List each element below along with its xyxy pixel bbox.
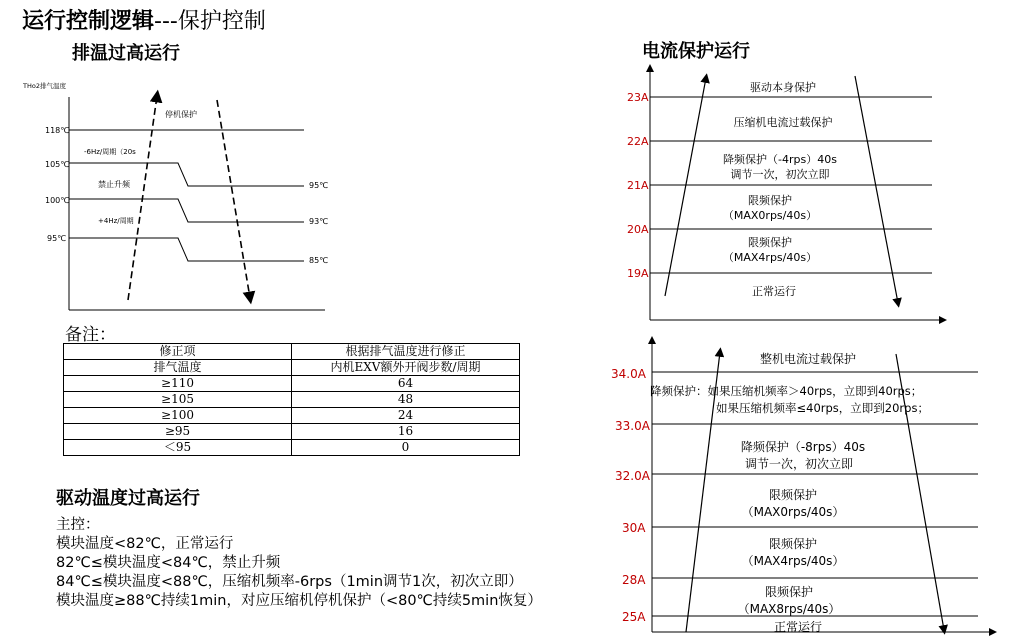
zone-limit-4: 限频保护 [748,236,792,249]
remarks-table [63,343,520,456]
note-plus4: +4Hz/周期 [98,217,134,225]
bottom-level-28a: 28A [622,573,646,587]
table-cell: 24 [292,408,520,424]
level-105: 105℃ [45,160,70,169]
table-row [64,376,520,392]
exhaust-diagram [0,0,340,320]
table-cell: 0 [292,440,520,456]
table-row [64,408,520,424]
table-cell: 16 [292,424,520,440]
table-cell: 排气温度 [64,360,292,376]
top-level-20a: 20A [627,223,649,236]
zone-limit-0-sub: （MAX0rps/40s） [722,209,818,222]
exhaust-heading: 排温过高运行 [72,43,180,64]
zone-derate-4: 降频保护（-4rps）40s [723,153,837,166]
bottom-level-25a: 25A [622,610,646,624]
table-row [64,440,520,456]
table-row [64,360,520,376]
table-cell: 根据排气温度进行修正 [292,344,520,360]
zone-limit-8: 限频保护 [764,585,814,599]
top-level-21a: 21A [627,179,649,192]
zone-normal: 正常运行 [752,285,796,298]
bottom-level-32a: 32.0A [615,469,650,483]
zone-derate-8: 降频保护（-8rps）40s [740,440,866,454]
drive-line: 82℃≤模块温度<84℃，禁止升频 [56,555,281,571]
page-title-bold: 运行控制逻辑 [22,9,155,34]
release-95: 95℃ [309,181,329,190]
table-row [64,344,520,360]
drive-line: 模块温度≥88℃持续1min，对应压缩机停机保护（<80℃持续5min恢复） [56,593,542,609]
top-level-22a: 22A [627,135,649,148]
level-118: 118℃ [45,126,70,135]
note-stop: 停机保护 [165,110,197,119]
drive-heading: 驱动温度过高运行 [56,488,200,509]
table-cell: ≥95 [64,424,292,440]
current-diagram-top [600,60,950,325]
level-100: 100℃ [45,196,70,205]
zone-limit-0-sub: （MAX0rps/40s） [741,505,845,519]
zone-derate-fast-1: 降频保护：如果压缩机频率＞40rps，立即到40rps； [650,384,923,398]
drive-notes [56,516,542,611]
remarks-heading: 备注： [65,325,116,345]
table-cell: ＜95 [64,440,292,456]
table-row [64,424,520,440]
table-cell: 64 [292,376,520,392]
zone-system-overload: 整机电流过载保护 [759,352,857,366]
top-rising-arrow [665,78,706,296]
zone-limit-4-sub: （MAX4rps/40s） [722,251,818,264]
bottom-level-34a: 34.0A [611,367,646,381]
note-no-raise: 禁止升频 [98,180,130,189]
exhaust-axis-label: THo2排气温度 [23,82,66,90]
table-cell: ≥105 [64,392,292,408]
drive-line: 主控： [56,517,100,533]
zone-limit-8-sub: （MAX8rps/40s） [737,602,841,616]
table-cell: ≥110 [64,376,292,392]
drive-line: 84℃≤模块温度<88℃，压缩机频率-6rps（1min调节1次，初次立即） [56,574,523,590]
table-cell: 48 [292,392,520,408]
zone-limit-0: 限频保护 [748,194,792,207]
zone-derate-fast-2: 如果压缩机频率≤40rps，立即到20rps； [716,401,929,415]
table-cell: 内机EXV额外开阀步数/周期 [292,360,520,376]
zone-limit-4: 限频保护 [768,537,818,551]
release-93: 93℃ [309,217,329,226]
zone-drive-protect: 驱动本身保护 [750,81,816,94]
current-diagram-bottom [600,332,1000,641]
zone-derate-8-sub: 调节一次，初次立即 [744,457,854,471]
zone-compressor-overload: 压缩机电流过载保护 [733,116,833,129]
zone-limit-0: 限频保护 [768,488,818,502]
page-title-rest: ---保护控制 [154,9,266,34]
rising-arrow [128,96,157,300]
zone-derate-4-sub: 调节一次，初次立即 [730,168,830,181]
table-cell: ≥100 [64,408,292,424]
current-heading: 电流保护运行 [642,41,750,62]
release-85: 85℃ [309,256,329,265]
table-row [64,392,520,408]
top-level-23a: 23A [627,91,649,104]
drive-line: 模块温度<82℃，正常运行 [56,536,234,552]
zone-normal-bottom: 正常运行 [773,620,823,634]
top-falling-arrow [855,76,898,303]
level-95: 95℃ [47,234,67,243]
zone-limit-4-sub: （MAX4rps/40s） [741,554,845,568]
note-minus6: -6Hz/周期（20s [84,148,136,156]
bottom-level-30a: 30A [622,521,646,535]
top-level-19a: 19A [627,267,649,280]
line-95-85 [69,238,304,261]
bottom-level-33a: 33.0A [615,419,650,433]
table-cell: 修正项 [64,344,292,360]
